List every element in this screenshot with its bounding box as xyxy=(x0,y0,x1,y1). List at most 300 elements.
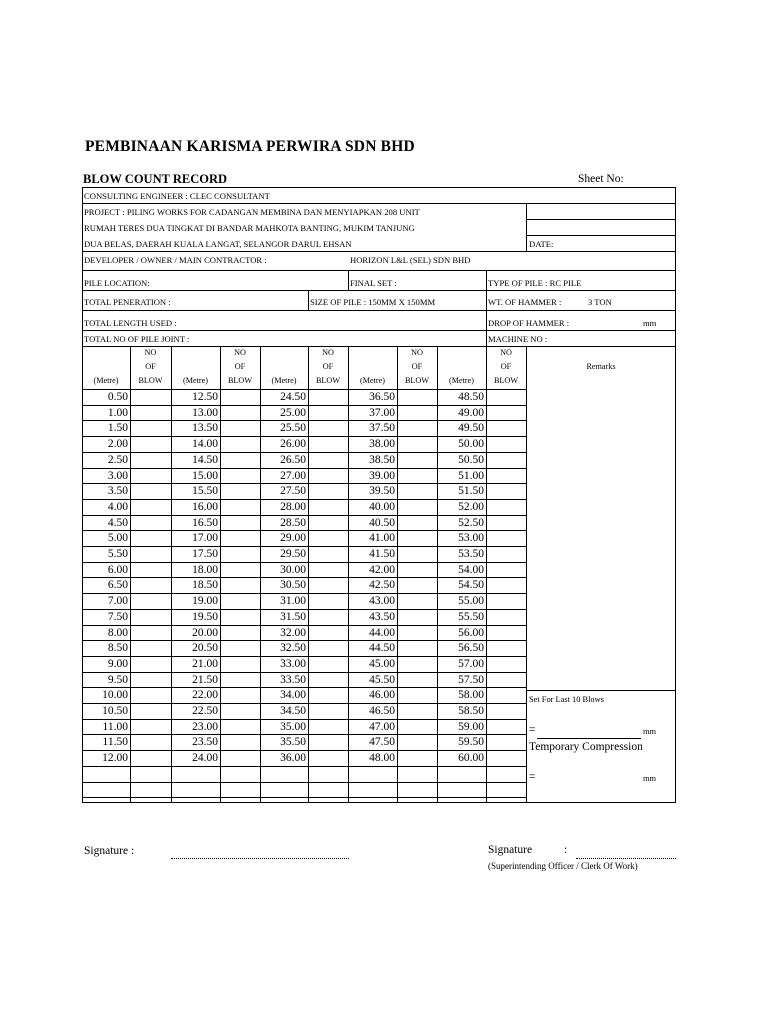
depth-cell: 1.00 xyxy=(107,406,128,419)
depth-cell: 41.00 xyxy=(369,532,395,545)
depth-cell: 13.50 xyxy=(192,422,218,435)
depth-cell: 19.00 xyxy=(192,595,218,608)
blow-count-cell[interactable] xyxy=(221,673,259,687)
blow-count-cell[interactable] xyxy=(221,531,259,545)
company-name: PEMBINAAN KARISMA PERWIRA SDN BHD xyxy=(85,138,415,155)
depth-cell: 48.50 xyxy=(458,391,484,403)
depth-cell: 20.00 xyxy=(192,626,218,639)
blow-column-header-blow: BLOW xyxy=(138,376,163,385)
divider xyxy=(308,290,309,310)
blow-count-cell[interactable] xyxy=(487,767,525,781)
blow-column-header-no: NO xyxy=(411,348,423,357)
depth-cell: 13.00 xyxy=(192,406,218,419)
depth-cell: 44.50 xyxy=(369,642,395,655)
depth-cell: 9.50 xyxy=(107,673,128,686)
depth-cell: 3.50 xyxy=(107,485,128,498)
blow-count-cell[interactable] xyxy=(131,453,170,467)
blow-count-cell[interactable] xyxy=(131,610,170,624)
blow-column-header-of: OF xyxy=(145,362,156,371)
depth-cell: 37.50 xyxy=(369,422,395,435)
depth-cell: 36.50 xyxy=(369,391,395,403)
divider xyxy=(82,290,676,291)
depth-cell: 4.50 xyxy=(107,516,128,529)
blow-count-cell[interactable] xyxy=(398,563,436,577)
set-unit: mm xyxy=(643,727,657,736)
blow-count-cell[interactable] xyxy=(309,626,347,640)
blow-count-cell[interactable] xyxy=(487,751,525,765)
depth-cell: 42.50 xyxy=(369,579,395,592)
blow-count-cell[interactable] xyxy=(398,469,436,483)
blow-count-cell[interactable] xyxy=(309,688,347,702)
depth-cell: 46.50 xyxy=(369,705,395,717)
divider xyxy=(486,270,487,290)
blow-count-cell[interactable] xyxy=(487,610,525,624)
blow-count-cell[interactable] xyxy=(309,641,347,655)
blow-count-cell[interactable] xyxy=(398,751,436,765)
depth-cell: 25.50 xyxy=(280,422,306,435)
depth-cell: 35.00 xyxy=(280,720,306,733)
blow-count-cell[interactable] xyxy=(309,516,347,530)
blow-count-cell[interactable] xyxy=(487,453,525,467)
blow-count-cell[interactable] xyxy=(309,563,347,577)
depth-cell: 40.00 xyxy=(369,500,395,513)
signature-right-subtitle: (Superintending Officer / Clerk Of Work) xyxy=(488,861,638,871)
blow-count-cell[interactable] xyxy=(221,500,259,514)
metre-column-header: (Metre) xyxy=(448,376,474,385)
blow-count-cell[interactable] xyxy=(131,735,170,749)
set-value-line xyxy=(537,738,641,739)
blow-count-cell[interactable] xyxy=(398,673,436,687)
blow-count-cell[interactable] xyxy=(487,390,525,404)
depth-cell: 15.00 xyxy=(192,469,218,482)
depth-cell: 28.50 xyxy=(280,516,306,529)
blow-count-cell[interactable] xyxy=(398,500,436,514)
depth-cell: 45.00 xyxy=(369,657,395,670)
depth-cell: 38.00 xyxy=(369,438,395,451)
project-line-2: RUMAH TERES DUA TINGKAT DI BANDAR MAHKOTA BANTING, MUKIM TANJUNG xyxy=(84,223,415,233)
weight-of-hammer-value: 3 TON xyxy=(588,297,612,307)
depth-cell: 9.00 xyxy=(107,657,128,670)
depth-cell: 41.50 xyxy=(369,548,395,560)
blow-count-cell[interactable] xyxy=(131,594,170,608)
signature-right-colon: : xyxy=(564,844,568,856)
blow-count-cell[interactable] xyxy=(221,704,259,718)
blow-count-cell[interactable] xyxy=(131,720,170,734)
blow-count-cell[interactable] xyxy=(487,720,525,734)
blow-count-cell[interactable] xyxy=(221,390,259,404)
blow-count-cell[interactable] xyxy=(487,688,525,702)
equals-sign: = xyxy=(529,771,536,783)
depth-cell: 53.50 xyxy=(458,548,484,560)
divider xyxy=(526,690,676,691)
depth-cell: 51.50 xyxy=(458,485,484,498)
blow-count-cell[interactable] xyxy=(221,453,259,467)
blow-count-cell[interactable] xyxy=(221,783,259,797)
depth-cell: 11.50 xyxy=(102,736,128,749)
depth-cell: 34.00 xyxy=(280,689,306,702)
depth-cell: 43.00 xyxy=(369,595,395,608)
blow-count-cell[interactable] xyxy=(309,767,347,781)
developer-value: HORIZON L&L (SEL) SDN BHD xyxy=(350,255,471,265)
blow-count-cell[interactable] xyxy=(398,578,436,592)
depth-cell: 37.00 xyxy=(369,406,395,419)
depth-cell: 29.50 xyxy=(280,548,306,560)
blow-count-cell[interactable] xyxy=(131,704,170,718)
depth-cell: 23.00 xyxy=(192,720,218,733)
signature-left-label: Signature : xyxy=(84,845,135,857)
depth-cell: 33.00 xyxy=(280,657,306,670)
depth-cell: 43.50 xyxy=(369,610,395,623)
blow-count-cell[interactable] xyxy=(398,688,436,702)
depth-cell: 30.50 xyxy=(280,579,306,592)
blow-count-cell[interactable] xyxy=(221,516,259,530)
project-line-3: DUA BELAS, DAERAH KUALA LANGAT, SELANGOR DARUL EHSAN xyxy=(84,239,352,249)
blow-count-cell[interactable] xyxy=(309,594,347,608)
depth-cell: 46.00 xyxy=(369,689,395,702)
blow-count-cell[interactable] xyxy=(487,704,525,718)
blow-count-cell[interactable] xyxy=(221,626,259,640)
depth-cell: 31.50 xyxy=(280,610,306,623)
depth-cell: 39.00 xyxy=(369,469,395,482)
remarks-header: Remarks xyxy=(586,362,616,371)
divider xyxy=(82,270,676,271)
depth-cell: 45.50 xyxy=(369,673,395,686)
depth-cell: 47.00 xyxy=(369,720,395,733)
metre-column-header: (Metre) xyxy=(359,376,385,385)
blow-count-cell[interactable] xyxy=(398,735,436,749)
metre-column-header: (Metre) xyxy=(93,376,119,385)
depth-cell: 52.50 xyxy=(458,516,484,529)
blow-count-cell[interactable] xyxy=(131,563,170,577)
blow-count-cell[interactable] xyxy=(487,783,525,797)
developer-label: DEVELOPER / OWNER / MAIN CONTRACTOR : xyxy=(84,255,267,265)
blow-count-cell[interactable] xyxy=(398,720,436,734)
blow-count-cell[interactable] xyxy=(221,641,259,655)
depth-cell: 0.50 xyxy=(107,391,128,403)
depth-cell: 2.50 xyxy=(107,453,128,466)
blow-count-cell[interactable] xyxy=(131,406,170,420)
blow-count-cell[interactable] xyxy=(487,531,525,545)
divider xyxy=(82,203,676,204)
divider xyxy=(526,219,676,220)
blow-count-cell[interactable] xyxy=(398,626,436,640)
equals-sign: = xyxy=(529,724,536,736)
depth-cell: 47.50 xyxy=(369,736,395,749)
divider xyxy=(82,330,676,331)
depth-cell: 48.00 xyxy=(369,752,395,765)
blow-count-cell[interactable] xyxy=(131,437,170,451)
blow-count-cell[interactable] xyxy=(131,767,170,781)
depth-cell: 19.50 xyxy=(192,610,218,623)
depth-cell: 54.00 xyxy=(458,563,484,576)
blow-count-cell[interactable] xyxy=(398,531,436,545)
blow-count-cell[interactable] xyxy=(131,484,170,498)
blow-count-cell[interactable] xyxy=(398,704,436,718)
depth-cell: 14.00 xyxy=(192,438,218,451)
blow-count-cell[interactable] xyxy=(221,767,259,781)
blow-count-cell[interactable] xyxy=(309,610,347,624)
depth-cell: 22.00 xyxy=(192,689,218,702)
blow-count-cell[interactable] xyxy=(309,406,347,420)
blow-count-cell[interactable] xyxy=(398,390,436,404)
blow-count-cell[interactable] xyxy=(131,500,170,514)
depth-cell: 17.00 xyxy=(192,532,218,545)
blow-count-cell[interactable] xyxy=(221,563,259,577)
blow-count-cell[interactable] xyxy=(131,657,170,671)
blow-count-cell[interactable] xyxy=(398,437,436,451)
blow-count-cell[interactable] xyxy=(221,594,259,608)
blow-count-cell[interactable] xyxy=(487,547,525,561)
depth-cell: 5.50 xyxy=(107,548,128,560)
depth-cell: 59.00 xyxy=(458,720,484,733)
blow-count-cell[interactable] xyxy=(398,406,436,420)
size-of-pile: SIZE OF PILE : 150MM X 150MM xyxy=(310,297,436,307)
blow-count-cell[interactable] xyxy=(487,469,525,483)
blow-count-cell[interactable] xyxy=(309,500,347,514)
blow-count-cell[interactable] xyxy=(221,720,259,734)
blow-column-header-of: OF xyxy=(234,362,246,371)
blow-count-cell[interactable] xyxy=(487,735,525,749)
divider xyxy=(526,203,527,251)
depth-cell: 50.50 xyxy=(458,453,484,466)
depth-cell: 24.00 xyxy=(192,752,218,765)
blow-column-header-blow: BLOW xyxy=(493,376,519,385)
depth-cell: 52.00 xyxy=(458,500,484,513)
blow-count-cell[interactable] xyxy=(131,531,170,545)
depth-cell: 3.00 xyxy=(107,469,128,482)
depth-cell: 2.00 xyxy=(107,438,128,451)
depth-cell: 58.50 xyxy=(458,705,484,717)
blow-count-cell[interactable] xyxy=(487,437,525,451)
pile-location-label: PILE LOCATION: xyxy=(84,278,150,288)
blow-count-cell[interactable] xyxy=(487,673,525,687)
consulting-engineer: CONSULTING ENGINEER : CLEC CONSULTANT xyxy=(84,191,270,201)
depth-cell: 15.50 xyxy=(192,485,218,498)
signature-right-label: Signature xyxy=(488,844,533,856)
blow-count-cell[interactable] xyxy=(398,641,436,655)
depth-cell: 32.00 xyxy=(280,626,306,639)
depth-cell: 36.00 xyxy=(280,752,306,765)
blow-count-cell[interactable] xyxy=(487,641,525,655)
divider xyxy=(486,310,487,346)
blow-count-cell[interactable] xyxy=(309,437,347,451)
blow-count-cell[interactable] xyxy=(221,421,259,435)
blow-count-cell[interactable] xyxy=(487,626,525,640)
metre-column-header: (Metre) xyxy=(182,376,208,385)
depth-cell: 6.50 xyxy=(107,579,128,592)
depth-cell: 21.00 xyxy=(192,657,218,670)
blow-count-cell[interactable] xyxy=(131,641,170,655)
metre-column-header: (Metre) xyxy=(271,376,297,385)
blow-count-cell[interactable] xyxy=(309,657,347,671)
blow-count-cell[interactable] xyxy=(131,469,170,483)
depth-cell: 6.00 xyxy=(107,563,128,576)
blow-count-cell[interactable] xyxy=(221,406,259,420)
blow-count-cell[interactable] xyxy=(487,563,525,577)
depth-cell: 5.00 xyxy=(107,532,128,545)
column-divider xyxy=(526,346,527,803)
depth-cell: 21.50 xyxy=(192,673,218,686)
depth-cell: 28.00 xyxy=(280,500,306,513)
blow-column-header-of: OF xyxy=(322,362,334,371)
depth-cell: 16.50 xyxy=(192,516,218,529)
signature-right-line[interactable] xyxy=(576,858,676,859)
blow-count-cell[interactable] xyxy=(309,484,347,498)
blow-count-cell[interactable] xyxy=(309,390,347,404)
blow-count-cell[interactable] xyxy=(309,673,347,687)
blow-count-cell[interactable] xyxy=(221,751,259,765)
blow-count-cell[interactable] xyxy=(398,767,436,781)
blow-count-cell[interactable] xyxy=(309,469,347,483)
row-divider xyxy=(82,797,526,798)
depth-cell: 14.50 xyxy=(192,453,218,466)
weight-of-hammer-label: WT. OF HAMMER : xyxy=(488,297,562,307)
blow-count-cell[interactable] xyxy=(309,531,347,545)
blow-count-cell[interactable] xyxy=(309,578,347,592)
blow-count-cell[interactable] xyxy=(131,516,170,530)
blow-column-header-of: OF xyxy=(500,362,512,371)
blow-count-cell[interactable] xyxy=(309,421,347,435)
blow-column-header-no: NO xyxy=(144,348,157,357)
blow-count-cell[interactable] xyxy=(309,453,347,467)
blow-column-header-no: NO xyxy=(234,348,246,357)
depth-cell: 10.00 xyxy=(102,689,128,702)
blow-count-cell[interactable] xyxy=(221,610,259,624)
depth-cell: 55.00 xyxy=(458,595,484,608)
blow-count-cell[interactable] xyxy=(131,673,170,687)
depth-cell: 18.00 xyxy=(192,563,218,576)
total-pile-joint-label: TOTAL NO OF PILE JOINT : xyxy=(84,334,190,344)
blow-count-cell[interactable] xyxy=(487,500,525,514)
drop-of-hammer-label: DROP OF HAMMER : xyxy=(488,318,570,328)
depth-cell: 29.00 xyxy=(280,532,306,545)
blow-count-cell[interactable] xyxy=(487,406,525,420)
depth-cell: 54.50 xyxy=(458,579,484,592)
blow-count-cell[interactable] xyxy=(487,578,525,592)
blow-column-header-blow: BLOW xyxy=(227,376,253,385)
depth-cell: 53.00 xyxy=(458,532,484,545)
depth-cell: 12.00 xyxy=(102,752,128,765)
blow-count-cell[interactable] xyxy=(221,484,259,498)
blow-count-cell[interactable] xyxy=(221,437,259,451)
depth-cell: 38.50 xyxy=(369,453,395,466)
blow-count-cell[interactable] xyxy=(309,704,347,718)
depth-cell: 50.00 xyxy=(458,438,484,451)
blow-count-cell[interactable] xyxy=(131,547,170,561)
final-set-label: FINAL SET : xyxy=(350,278,397,288)
blow-count-cell[interactable] xyxy=(309,720,347,734)
blow-count-cell[interactable] xyxy=(398,783,436,797)
project-line-1: PROJECT : PILING WORKS FOR CADANGAN MEMBINA DAN MENYIAPKAN 208 UNIT xyxy=(84,207,420,217)
blow-count-cell[interactable] xyxy=(398,453,436,467)
depth-cell: 59.50 xyxy=(458,736,484,749)
blow-count-cell[interactable] xyxy=(487,516,525,530)
blow-count-cell[interactable] xyxy=(398,547,436,561)
signature-left-line[interactable] xyxy=(171,858,349,859)
depth-cell: 56.50 xyxy=(458,642,484,655)
divider xyxy=(82,251,676,252)
blow-count-cell[interactable] xyxy=(131,783,170,797)
blow-count-cell[interactable] xyxy=(221,688,259,702)
depth-cell: 33.50 xyxy=(280,673,306,686)
date-label: DATE: xyxy=(529,239,554,249)
blow-count-cell[interactable] xyxy=(221,735,259,749)
depth-cell: 49.00 xyxy=(458,406,484,419)
blow-column-header-no: NO xyxy=(322,348,334,357)
depth-cell: 7.00 xyxy=(107,595,128,608)
depth-cell: 24.50 xyxy=(280,391,306,403)
depth-cell: 27.00 xyxy=(280,469,306,482)
blow-count-cell[interactable] xyxy=(131,626,170,640)
blow-count-cell[interactable] xyxy=(398,484,436,498)
depth-cell: 7.50 xyxy=(107,610,128,623)
blow-count-cell[interactable] xyxy=(398,421,436,435)
blow-count-cell[interactable] xyxy=(131,688,170,702)
blow-column-header-of: OF xyxy=(411,362,423,371)
depth-cell: 11.00 xyxy=(102,720,128,733)
blow-count-cell[interactable] xyxy=(398,516,436,530)
set-last-10-blows-label: Set For Last 10 Blows xyxy=(529,695,604,704)
total-penetration-label: TOTAL PENERATION : xyxy=(84,297,171,307)
depth-cell: 17.50 xyxy=(192,548,218,560)
blow-count-cell[interactable] xyxy=(487,657,525,671)
blow-column-header-blow: BLOW xyxy=(315,376,341,385)
blow-count-cell[interactable] xyxy=(487,484,525,498)
depth-cell: 27.50 xyxy=(280,485,306,498)
blow-count-cell[interactable] xyxy=(309,783,347,797)
blow-count-cell[interactable] xyxy=(309,751,347,765)
depth-cell: 57.00 xyxy=(458,657,484,670)
blow-count-cell[interactable] xyxy=(309,547,347,561)
blow-count-cell[interactable] xyxy=(398,594,436,608)
divider xyxy=(348,270,349,290)
depth-cell: 8.50 xyxy=(107,642,128,655)
depth-cell: 20.50 xyxy=(192,642,218,655)
depth-cell: 18.50 xyxy=(192,579,218,592)
depth-cell: 12.50 xyxy=(192,391,218,403)
depth-cell: 49.50 xyxy=(458,422,484,435)
blow-count-cell[interactable] xyxy=(487,421,525,435)
blow-count-cell[interactable] xyxy=(131,751,170,765)
drop-of-hammer-unit: mm xyxy=(643,318,657,328)
blow-count-cell[interactable] xyxy=(221,547,259,561)
blow-count-cell[interactable] xyxy=(131,578,170,592)
blow-count-cell[interactable] xyxy=(131,421,170,435)
machine-no-label: MACHINE NO : xyxy=(488,334,548,344)
depth-cell: 1.50 xyxy=(107,422,128,435)
blow-count-cell[interactable] xyxy=(221,469,259,483)
depth-cell: 26.50 xyxy=(280,453,306,466)
blow-count-cell[interactable] xyxy=(398,657,436,671)
blow-count-cell[interactable] xyxy=(221,657,259,671)
blow-count-cell[interactable] xyxy=(221,578,259,592)
blow-count-cell[interactable] xyxy=(487,594,525,608)
depth-cell: 25.00 xyxy=(280,406,306,419)
divider xyxy=(526,235,676,236)
depth-cell: 8.00 xyxy=(107,626,128,639)
depth-cell: 31.00 xyxy=(280,595,306,608)
compression-unit: mm xyxy=(643,774,657,783)
blow-column-header-no: NO xyxy=(500,348,512,357)
depth-cell: 4.00 xyxy=(107,500,128,513)
blow-count-cell[interactable] xyxy=(398,610,436,624)
document-title: BLOW COUNT RECORD xyxy=(83,172,228,186)
blow-count-cell[interactable] xyxy=(309,735,347,749)
depth-cell: 35.50 xyxy=(280,736,306,749)
depth-cell: 32.50 xyxy=(280,642,306,655)
divider xyxy=(82,310,676,311)
blow-count-cell[interactable] xyxy=(131,390,170,404)
